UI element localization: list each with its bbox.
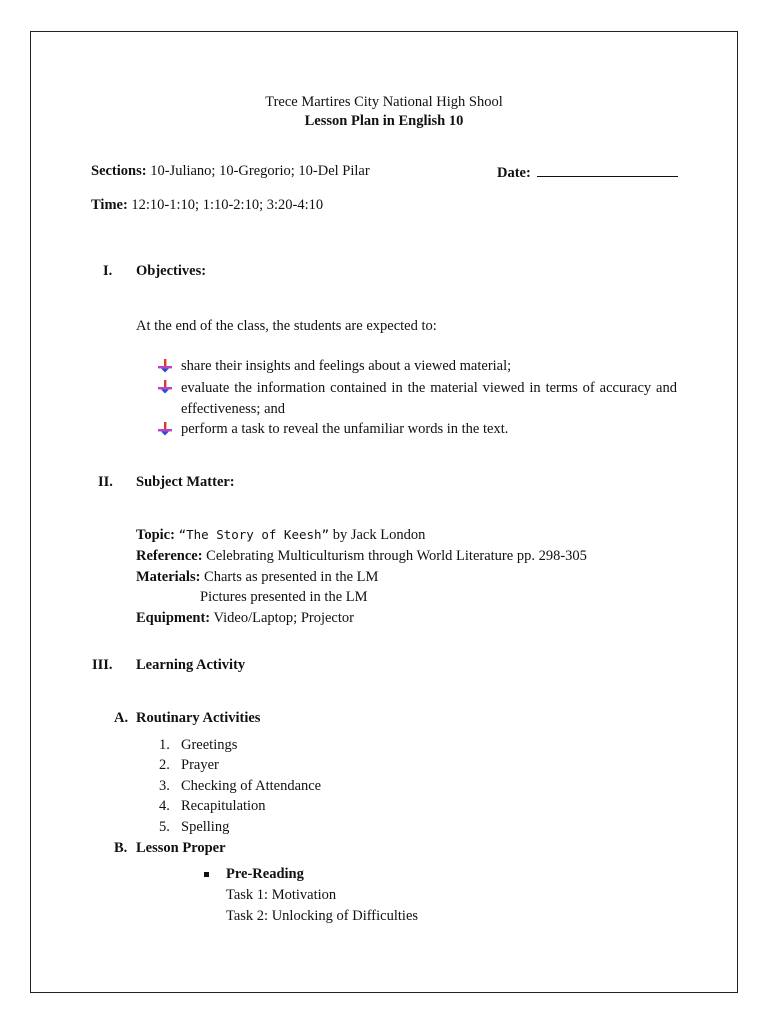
equipment-label: Equipment: bbox=[136, 610, 211, 626]
learning-numeral: III. bbox=[92, 657, 113, 673]
routinary-heading: Routinary Activities bbox=[136, 710, 261, 726]
materials-line bbox=[136, 568, 378, 586]
task-1: Task 1: Motivation bbox=[226, 887, 337, 903]
routine-num-3: 3. bbox=[159, 778, 170, 794]
routine-item-4: Recapitulation bbox=[181, 798, 266, 814]
objective-item-1: share their insights and feelings about a viewed material; bbox=[181, 358, 512, 374]
routine-item-1: Greetings bbox=[181, 737, 238, 753]
date-blank-line bbox=[537, 162, 678, 177]
routine-num-4: 4. bbox=[159, 798, 170, 814]
lesson-proper-letter: B. bbox=[114, 840, 128, 856]
equipment-line bbox=[136, 609, 354, 627]
objectives-heading: Objectives: bbox=[136, 263, 207, 279]
arrow-bullet-icon bbox=[158, 422, 172, 436]
task-2: Task 2: Unlocking of Difficulties bbox=[226, 908, 419, 924]
topic-line bbox=[136, 526, 425, 544]
objectives-intro: At the end of the class, the students are expected to: bbox=[136, 318, 437, 334]
materials-label: Materials: bbox=[136, 569, 201, 585]
sections-line bbox=[91, 162, 370, 180]
time-label: Time: bbox=[91, 197, 128, 213]
materials-value-2: Pictures presented in the LM bbox=[200, 589, 368, 605]
objective-item-2: evaluate the information contained in the material viewed in terms of accuracy and effectiveness; and bbox=[181, 380, 677, 417]
materials-value-1: Charts as presented in the LM bbox=[200, 569, 379, 585]
topic-author: by Jack London bbox=[329, 527, 426, 543]
routine-num-2: 2. bbox=[159, 757, 170, 773]
page-title: Lesson Plan in English 10 bbox=[304, 113, 464, 129]
routinary-letter: A. bbox=[114, 710, 129, 726]
routine-item-5: Spelling bbox=[181, 819, 230, 835]
sections-value: 10-Juliano; 10-Gregorio; 10-Del Pilar bbox=[150, 163, 370, 179]
topic-title: “The Story of Keesh” bbox=[178, 527, 330, 542]
equipment-value: Video/Laptop; Projector bbox=[210, 610, 354, 626]
subject-numeral: II. bbox=[98, 474, 113, 490]
arrow-bullet-icon bbox=[158, 380, 172, 394]
school-name: Trece Martires City National High Shool bbox=[265, 94, 503, 110]
routine-num-5: 5. bbox=[159, 819, 170, 835]
topic-label: Topic: bbox=[136, 527, 175, 543]
learning-heading: Learning Activity bbox=[136, 657, 246, 673]
reference-value: Celebrating Multiculturism through World Literature pp. 298-305 bbox=[202, 548, 587, 564]
square-bullet-icon bbox=[204, 865, 209, 883]
subject-heading: Subject Matter: bbox=[136, 474, 235, 490]
routine-item-2: Prayer bbox=[181, 757, 219, 773]
time-value: 12:10-1:10; 1:10-2:10; 3:20-4:10 bbox=[131, 197, 324, 213]
reference-line bbox=[136, 547, 587, 565]
routine-num-1: 1. bbox=[159, 737, 170, 753]
objective-item-3: perform a task to reveal the unfamiliar words in the text. bbox=[181, 421, 509, 437]
time-line bbox=[91, 196, 323, 214]
objectives-numeral: I. bbox=[103, 263, 113, 279]
sections-label: Sections: bbox=[91, 163, 147, 179]
arrow-bullet-icon bbox=[158, 359, 172, 373]
routine-item-3: Checking of Attendance bbox=[181, 778, 322, 794]
date-field bbox=[497, 162, 678, 182]
date-label: Date: bbox=[497, 165, 531, 181]
lesson-proper-heading: Lesson Proper bbox=[136, 840, 226, 856]
reference-label: Reference: bbox=[136, 548, 203, 564]
pre-reading-heading: Pre-Reading bbox=[226, 866, 304, 882]
